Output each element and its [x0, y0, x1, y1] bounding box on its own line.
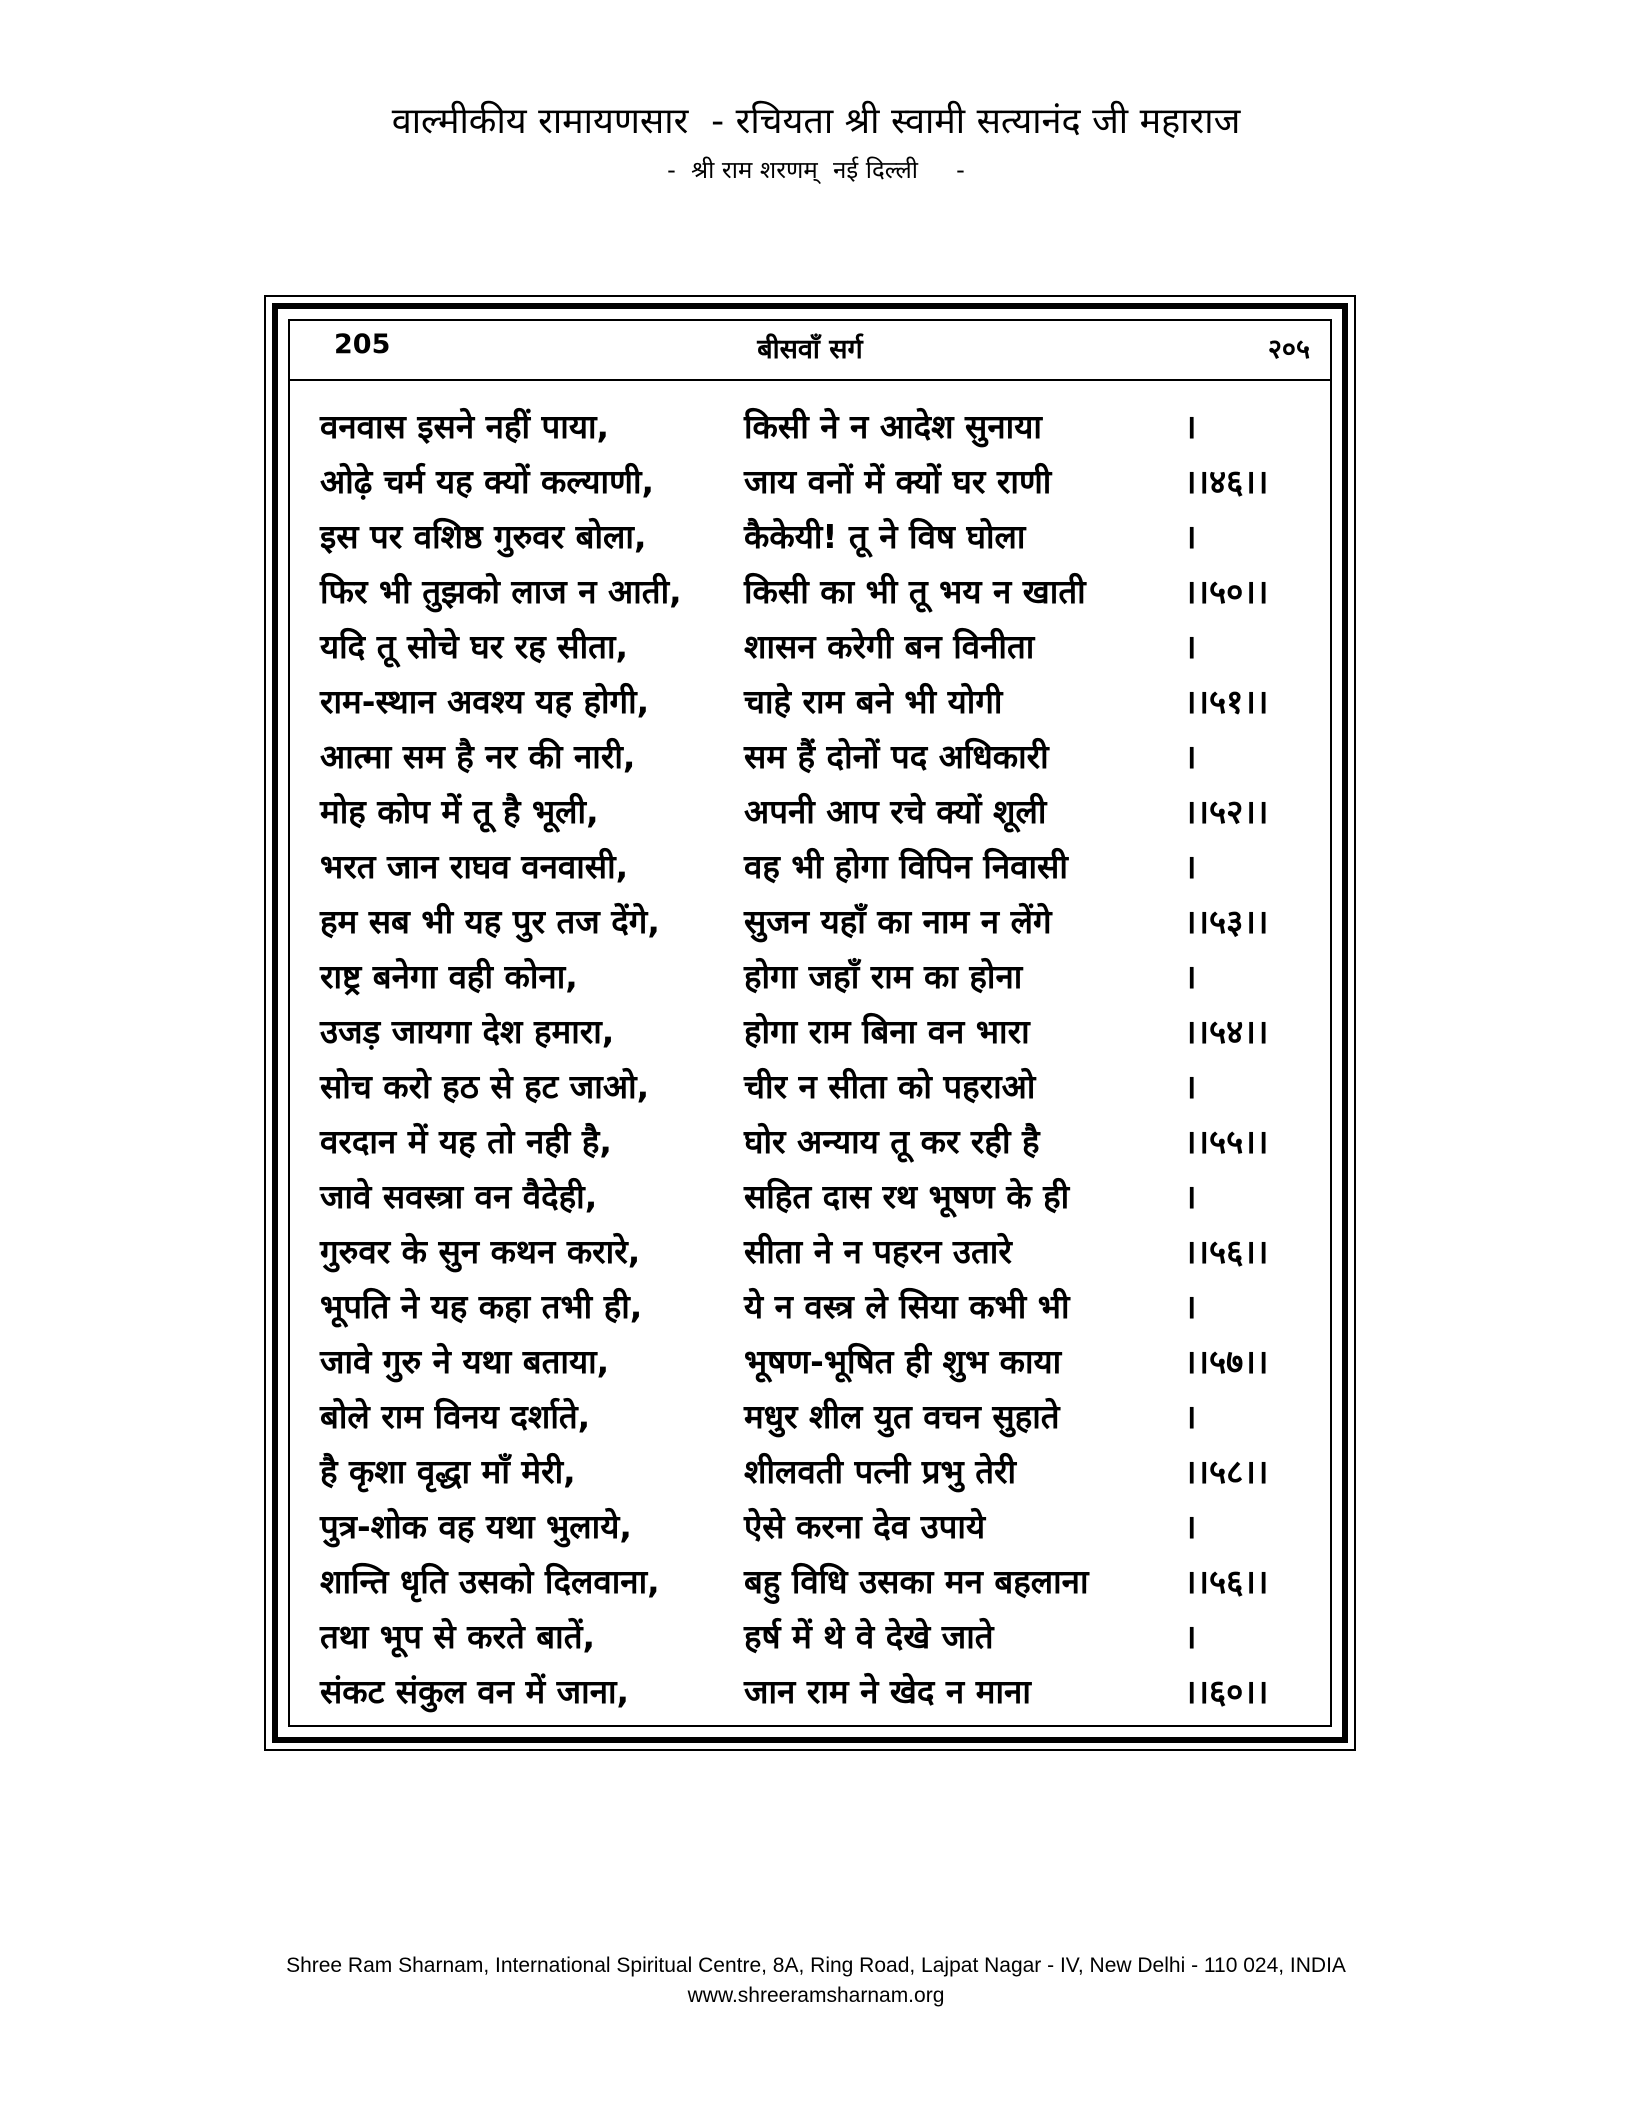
verse-number: ।	[1184, 737, 1197, 776]
verse-number: ।	[1184, 1287, 1197, 1326]
verse-number: ।।५६।।	[1184, 1562, 1269, 1601]
verse-first-half: है कृशा वृद्धा माँ मेरी,	[320, 1452, 576, 1491]
verse-number: ।	[1184, 1067, 1197, 1106]
footer-address: Shree Ram Sharnam, International Spiritual Centre, 8A, Ring Road, Lajpat Nagar - IV, New Delhi - 110 024, INDIA	[286, 1954, 1346, 1977]
verse-first-half: तथा भूप से करते बातें,	[320, 1617, 596, 1656]
verse-line	[320, 1387, 1340, 1442]
verse-first-half: मोह कोप में तू है भूली,	[320, 792, 599, 831]
verse-number: ।	[1184, 1617, 1197, 1656]
verse-first-half: भरत जान राघव वनवासी,	[320, 847, 629, 886]
verse-first-half: यदि तू सोचे घर रह सीता,	[320, 627, 629, 666]
verse-second-half: होगा जहाँ राम का होना	[744, 957, 1023, 996]
verse-second-half: जान राम ने खेद न माना	[744, 1672, 1031, 1711]
verse-line	[320, 1552, 1340, 1607]
verse-first-half: गुरुवर के सुन कथन करारे,	[320, 1232, 641, 1271]
verse-line	[320, 1497, 1340, 1552]
verse-number: ।।५२।।	[1184, 792, 1269, 831]
verse-number: ।	[1184, 1177, 1197, 1216]
verse-number: ।	[1184, 1507, 1197, 1546]
verse-number: ।	[1184, 847, 1197, 886]
verse-line	[320, 837, 1340, 892]
frame-border	[272, 303, 1348, 1743]
verse-line	[320, 1662, 1340, 1717]
verse-line	[320, 1442, 1340, 1497]
verse-line	[320, 617, 1340, 672]
verse-line	[320, 727, 1340, 782]
verse-second-half: सम हैं दोनों पद अधिकारी	[744, 737, 1049, 776]
page-header	[0, 100, 1632, 186]
verse-first-half: राम-स्थान अवश्य यह होगी,	[320, 682, 650, 721]
verse-first-half: वनवास इसने नहीं पाया,	[320, 407, 610, 446]
verse-second-half: किसी का भी तू भय न खाती	[744, 572, 1086, 611]
verse-second-half: सीता ने न पहरन उतारे	[744, 1232, 1012, 1271]
verse-number: ।।५६।।	[1184, 1232, 1269, 1271]
verse-number: ।	[1184, 627, 1197, 666]
verse-second-half: चीर न सीता को पहराओ	[744, 1067, 1036, 1106]
verse-first-half: पुत्र-शोक वह यथा भुलाये,	[320, 1507, 632, 1546]
verse-line	[320, 1002, 1340, 1057]
verse-line	[320, 1057, 1340, 1112]
verse-list	[320, 397, 1340, 1717]
verse-number: ।।५१।।	[1184, 682, 1269, 721]
verse-second-half: सहित दास रथ भूषण के ही	[744, 1177, 1070, 1216]
verse-first-half: उजड़ जायगा देश हमारा,	[320, 1012, 615, 1051]
verse-line	[320, 397, 1340, 452]
verse-second-half: ये न वस्त्र ले सिया कभी भी	[744, 1287, 1070, 1326]
verse-second-half: ऐसे करना देव उपाये	[744, 1507, 986, 1546]
verse-number: ।।५३।।	[1184, 902, 1269, 941]
verse-number: ।।६०।।	[1184, 1672, 1269, 1711]
verse-line	[320, 507, 1340, 562]
verse-number: ।।५०।।	[1184, 572, 1269, 611]
verse-line	[320, 562, 1340, 617]
verse-second-half: किसी ने न आदेश सुनाया	[744, 407, 1042, 446]
verse-line	[320, 1112, 1340, 1167]
verse-first-half: आत्मा सम है नर की नारी,	[320, 737, 636, 776]
verse-number: ।।४६।।	[1184, 462, 1269, 501]
page-number-devanagari: २०५	[1267, 334, 1310, 365]
verse-number: ।	[1184, 957, 1197, 996]
verse-second-half: मधुर शील युत वचन सुहाते	[744, 1397, 1060, 1436]
verse-first-half: हम सब भी यह पुर तज देंगे,	[320, 902, 660, 941]
verse-second-half: कैकेयी! तू ने विष घोला	[744, 517, 1026, 556]
verse-number: ।।५७।।	[1184, 1342, 1269, 1381]
verse-line	[320, 452, 1340, 507]
verse-second-half: भूषण-भूषित ही शुभ काया	[744, 1342, 1062, 1381]
verse-first-half: इस पर वशिष्ठ गुरुवर बोला,	[320, 517, 647, 556]
verse-second-half: अपनी आप रचे क्यों शूली	[744, 792, 1047, 831]
verse-first-half: वरदान में यह तो नही है,	[320, 1122, 612, 1161]
page-number-arabic: 205	[334, 329, 391, 360]
verse-line	[320, 1167, 1340, 1222]
verse-first-half: संकट संकुल वन में जाना,	[320, 1672, 630, 1711]
verse-line	[320, 1277, 1340, 1332]
verse-line	[320, 892, 1340, 947]
verse-number: ।।५५।।	[1184, 1122, 1269, 1161]
chapter-title: बीसवाँ सर्ग	[757, 334, 863, 365]
verse-second-half: शासन करेगी बन विनीता	[744, 627, 1035, 666]
page-footer	[0, 1952, 1632, 2010]
verse-second-half: हर्ष में थे वे देखे जाते	[744, 1617, 994, 1656]
verse-line	[320, 672, 1340, 727]
footer-website: www.shreeramsharnam.org	[687, 1984, 945, 2007]
verse-line	[320, 1607, 1340, 1662]
verse-second-half: चाहे राम बने भी योगी	[744, 682, 1003, 721]
document-title: वाल्मीकीय रामायणसार - रचियता श्री स्वामी सत्यानंद जी महाराज	[391, 101, 1241, 142]
running-head	[290, 321, 1330, 381]
verse-number: ।।५८।।	[1184, 1452, 1269, 1491]
verse-second-half: घोर अन्याय तू कर रही है	[744, 1122, 1040, 1161]
verse-first-half: शान्ति धृति उसको दिलवाना,	[320, 1562, 660, 1601]
verse-first-half: सोच करो हठ से हट जाओ,	[320, 1067, 650, 1106]
verse-line	[320, 947, 1340, 1002]
verse-first-half: जावे गुरु ने यथा बताया,	[320, 1342, 610, 1381]
verse-number: ।	[1184, 517, 1197, 556]
verse-second-half: वह भी होगा विपिन निवासी	[744, 847, 1068, 886]
verse-number: ।	[1184, 407, 1197, 446]
verse-first-half: भूपति ने यह कहा तभी ही,	[320, 1287, 643, 1326]
document-subtitle: - श्री राम शरणम् नई दिल्ली -	[667, 156, 965, 184]
verse-second-half: शीलवती पत्नी प्रभु तेरी	[744, 1452, 1017, 1491]
verse-number: ।	[1184, 1397, 1197, 1436]
verse-line	[320, 1222, 1340, 1277]
frame-inner-border	[288, 319, 1332, 1727]
verse-first-half: जावे सवस्त्रा वन वैदेही,	[320, 1177, 598, 1216]
verse-first-half: राष्ट्र बनेगा वही कोना,	[320, 957, 578, 996]
verse-second-half: सुजन यहाँ का नाम न लेंगे	[744, 902, 1052, 941]
verse-second-half: जाय वनों में क्यों घर राणी	[744, 462, 1052, 501]
verse-first-half: बोले राम विनय दर्शाते,	[320, 1397, 591, 1436]
verse-first-half: फिर भी तुझको लाज न आती,	[320, 572, 682, 611]
verse-first-half: ओढ़े चर्म यह क्यों कल्याणी,	[320, 462, 655, 501]
verse-second-half: होगा राम बिना वन भारा	[744, 1012, 1030, 1051]
verse-line	[320, 1332, 1340, 1387]
verse-number: ।।५४।।	[1184, 1012, 1269, 1051]
verse-line	[320, 782, 1340, 837]
page-frame	[264, 295, 1356, 1751]
verse-second-half: बहु विधि उसका मन बहलाना	[744, 1562, 1089, 1601]
